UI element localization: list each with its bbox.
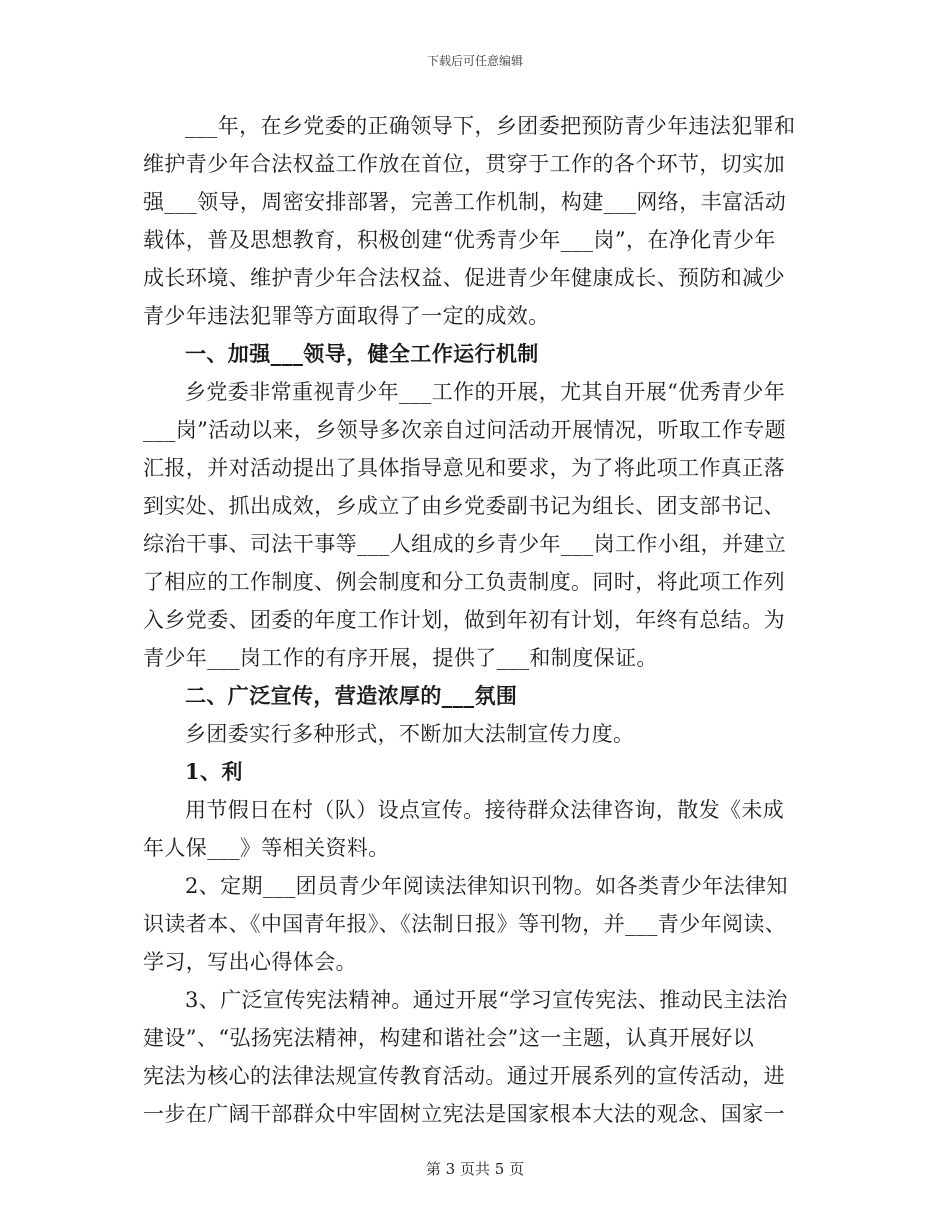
paragraph-line: ___岗”活动以来，乡领导多次亲自过问活动开展情况，听取工作专题 [143, 418, 787, 442]
list-item-label: 1、利 [185, 759, 243, 784]
paragraph-line: 识读者本、《中国青年报》、《法制日报》等刊物，并___青少年阅读、 [143, 912, 787, 936]
paragraph-line: 年人保___》等相关资料。 [143, 836, 390, 860]
paragraph-line: 宪法为核心的法律法规宣传教育活动。通过开展系列的宣传活动，进 [143, 1064, 785, 1088]
paragraph-line: 2、定期___团员青少年阅读法律知识刊物。如各类青少年法律知 [185, 874, 788, 898]
section-heading: 二、广泛宣传，营造浓厚的___氛围 [185, 683, 518, 708]
paragraph-line: 用节假日在村（队）设点宣传。接待群众法律咨询，散发《未成 [185, 798, 785, 822]
page-header: 下载后可任意编辑 [426, 54, 523, 68]
paragraph-line: 入乡党委、团委的年度工作计划，做到年初有计划，年终有总结。为 [143, 608, 785, 632]
paragraph-line: 汇报，并对活动提出了具体指导意见和要求，为了将此项工作真正落 [143, 456, 785, 480]
paragraph-line: 成长环境、维护青少年合法权益、促进青少年健康成长、预防和减少 [143, 266, 785, 290]
paragraph-line: 乡党委非常重视青少年___工作的开展，尤其自开展“优秀青少年 [185, 380, 786, 404]
paragraph-line: 了相应的工作制度、例会制度和分工负责制度。同时，将此项工作列 [143, 570, 785, 594]
paragraph-line: 强___领导，周密安排部署，完善工作机制，构建___网络，丰富活动 [143, 190, 787, 214]
document-body [143, 107, 813, 1133]
paragraph-line: 青少年___岗工作的有序开展，提供了___和制度保证。 [143, 646, 658, 670]
paragraph-line: 青少年违法犯罪等方面取得了一定的成效。 [143, 304, 550, 328]
page-footer: 第 3 页共 5 页 [425, 1160, 525, 1178]
paragraph-line: 综治干事、司法干事等___人组成的乡青少年___岗工作小组，并建立 [143, 532, 787, 556]
paragraph-line: 到实处、抓出成效，乡成立了由乡党委副书记为组长、团支部书记、 [143, 494, 785, 518]
paragraph-line: ___年，在乡党委的正确领导下，乡团委把预防青少年违法犯罪和 [185, 114, 796, 138]
paragraph-line: 学习，写出心得体会。 [143, 950, 357, 974]
paragraph-line: 载体，普及思想教育，积极创建“优秀青少年___岗”，在净化青少年 [143, 228, 776, 252]
section-heading: 一、加强___领导，健全工作运行机制 [185, 341, 539, 366]
paragraph-line: 维护青少年合法权益工作放在首位，贯穿于工作的各个环节，切实加 [143, 152, 785, 176]
paragraph-line: 3、广泛宣传宪法精神。通过开展“学习宣传宪法、推动民主法治 [185, 988, 788, 1012]
paragraph-line: 一步在广阔干部群众中牢固树立宪法是国家根本大法的观念、国家一 [143, 1102, 785, 1126]
paragraph-line: 建设”、“弘扬宪法精神，构建和谐社会”这一主题，认真开展好以 [143, 1026, 755, 1050]
paragraph-line: 乡团委实行多种形式，不断加大法制宣传力度。 [185, 722, 635, 746]
